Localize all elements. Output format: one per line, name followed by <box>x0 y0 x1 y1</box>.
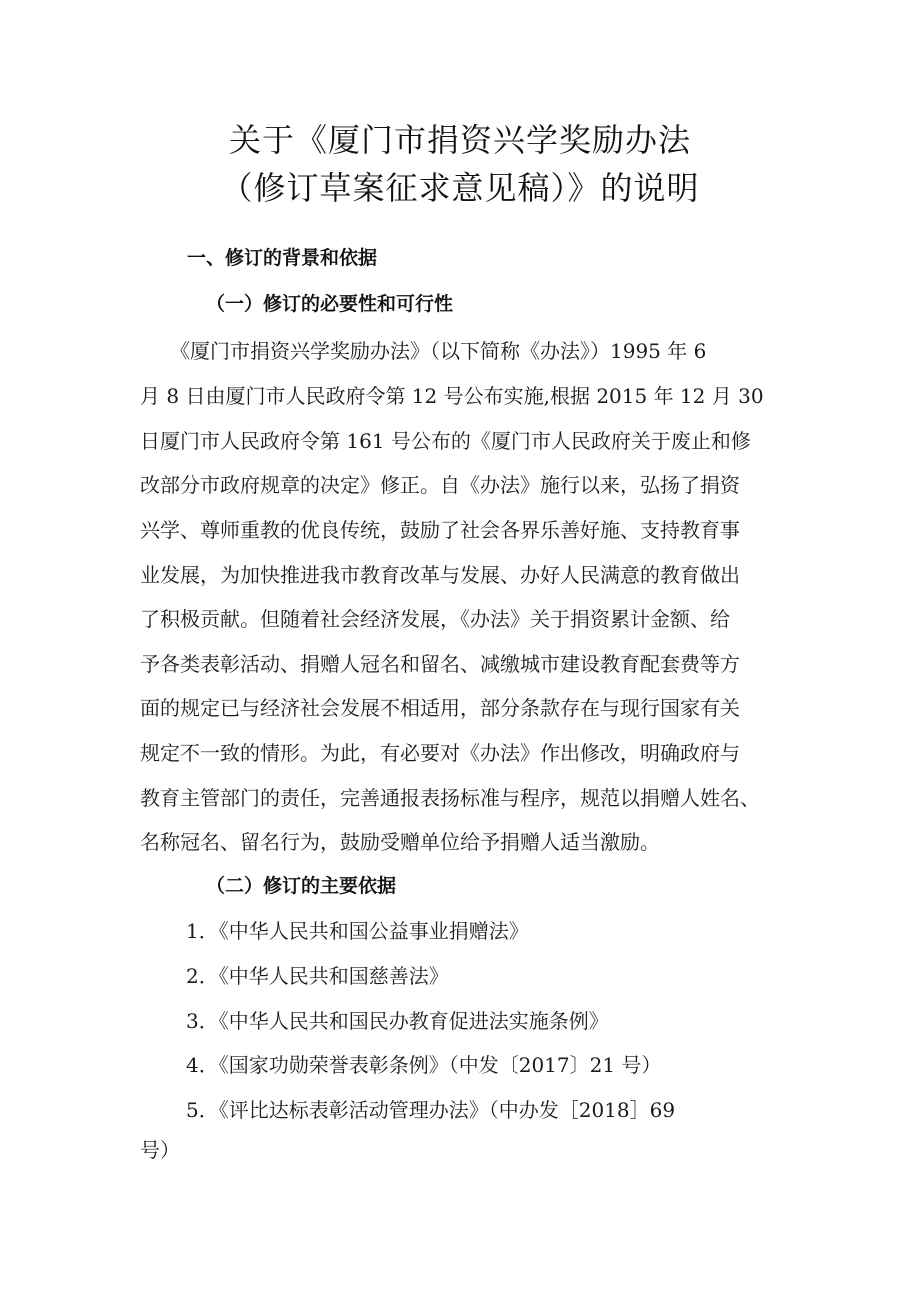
basis-list-item: 1．《中华人民共和国公益事业捐赠法》 <box>186 919 529 943</box>
paragraph-line: 名称冠名、留名行为，鼓励受赠单位给予捐赠人适当激励。 <box>140 830 660 854</box>
paragraph-line: 予各类表彰活动、捐赠人冠名和留名、减缴城市建设教育配套费等方 <box>140 652 740 676</box>
paragraph-line: 《厦门市捐资兴学奖励办法》（以下简称《办法》）1995 年 6 <box>140 339 707 363</box>
paragraph-line: 月 8 日由厦门市人民政府令第 12 号公布实施,根据 2015 年 12 月 30 <box>140 384 764 408</box>
document-title-line-1: 关于《厦门市捐资兴学奖励办法 <box>228 121 691 159</box>
basis-list-item: 2．《中华人民共和国慈善法》 <box>186 964 449 988</box>
section-heading: 一、修订的背景和依据 <box>187 247 378 269</box>
basis-list-item: 3．《中华人民共和国民办教育促进法实施条例》 <box>186 1009 609 1033</box>
paragraph-line: 业发展，为加快推进我市教育改革与发展、办好人民满意的教育做出 <box>140 563 740 587</box>
paragraph-line: 面的规定已与经济社会发展不相适用，部分条款存在与现行国家有关 <box>140 696 740 720</box>
subsection-heading-1: （一）修订的必要性和可行性 <box>206 293 454 315</box>
paragraph-line: 了积极贡献。但随着社会经济发展，《办法》关于捐资累计金额、给 <box>140 607 730 631</box>
document-title-line-2: （修订草案征求意见稿）》的说明 <box>220 169 700 207</box>
paragraph-line: 兴学、尊师重教的优良传统，鼓励了社会各界乐善好施、支持教育事 <box>140 518 740 542</box>
paragraph-line: 日厦门市人民政府令第 161 号公布的《厦门市人民政府关于废止和修 <box>140 429 751 453</box>
basis-list-item: 4．《国家功勋荣誉表彰条例》（中发〔2017〕21 号） <box>186 1053 662 1077</box>
paragraph-line: 教育主管部门的责任，完善通报表扬标准与程序，规范以捐赠人姓名、 <box>140 786 760 810</box>
basis-list-item-continuation: 号） <box>140 1138 180 1162</box>
paragraph-line: 规定不一致的情形。为此，有必要对《办法》作出修改，明确政府与 <box>140 741 740 765</box>
basis-list-item: 5．《评比达标表彰活动管理办法》（中办发［2018］69 <box>186 1098 676 1122</box>
subsection-heading-2: （二）修订的主要依据 <box>206 875 397 897</box>
paragraph-line: 改部分市政府规章的决定》修正。自《办法》施行以来，弘扬了捐资 <box>140 473 740 497</box>
